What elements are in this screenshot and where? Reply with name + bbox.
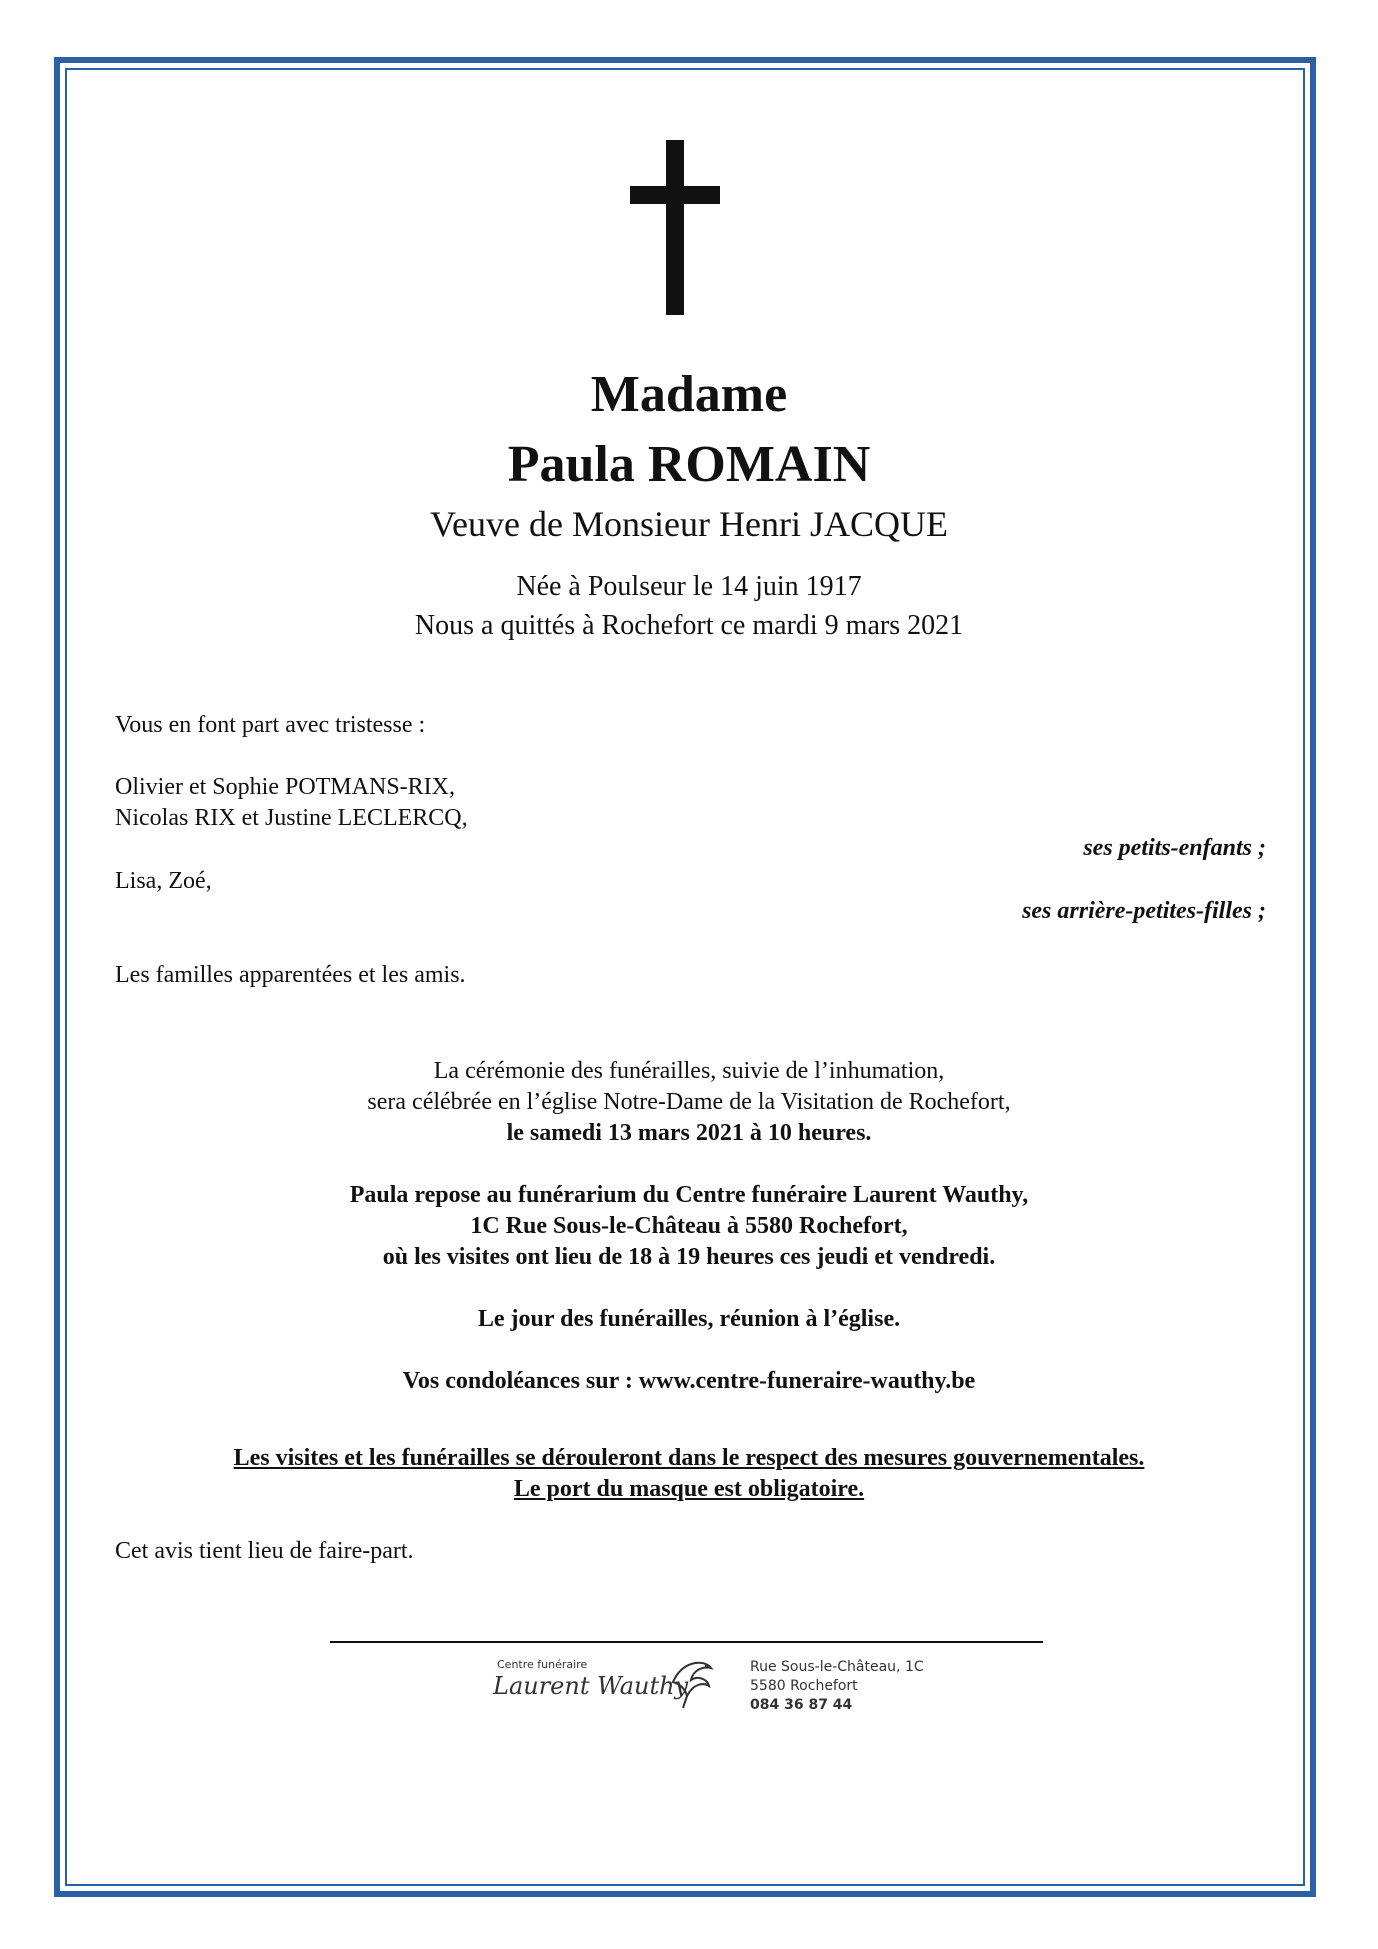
repose-line-2: 1C Rue Sous-le-Château à 5580 Rochefort, [470, 1213, 908, 1239]
great-grandchildren-role: ses arrière-petites-filles ; [1022, 898, 1266, 924]
ceremony-line-2: sera célébrée en l’église Notre-Dame de la Visitation de Rochefort, [367, 1089, 1011, 1115]
logo-small-text: Centre funéraire [497, 1658, 588, 1671]
honorific: Madame [590, 366, 788, 423]
footer-address [750, 1658, 924, 1715]
footer-divider [330, 1641, 1043, 1643]
address-line-2: 5580 Rochefort [750, 1678, 858, 1694]
death-line: Nous a quittés à Rochefort ce mardi 9 mars 2021 [414, 610, 964, 641]
closing-line: Cet avis tient lieu de faire-part. [115, 1538, 414, 1564]
family-intro: Vous en font part avec tristesse : [115, 712, 426, 738]
address-line-1: Rue Sous-le-Château, 1C [750, 1659, 924, 1675]
grandchildren-role: ses petits-enfants ; [1083, 835, 1266, 861]
repose-line-1: Paula repose au funérarium du Centre funéraire Laurent Wauthy, [349, 1182, 1029, 1208]
ceremony-line-1: La cérémonie des funérailles, suivie de l’inhumation, [433, 1058, 945, 1084]
condolences-line: Vos condoléances sur : www.centre-funeraire-wauthy.be [402, 1368, 976, 1394]
notice-line-2: Le port du masque est obligatoire. [513, 1476, 865, 1502]
ceremony-date: le samedi 13 mars 2021 à 10 heures. [506, 1120, 872, 1146]
grandchildren-line-1: Olivier et Sophie POTMANS-RIX, [115, 774, 455, 800]
great-grandchildren-line: Lisa, Zoé, [115, 868, 212, 894]
dove-logo-icon [663, 1652, 723, 1712]
repose-line-3: où les visites ont lieu de 18 à 19 heures ces jeudi et vendredi. [382, 1244, 996, 1270]
birth-line: Née à Poulseur le 14 juin 1917 [516, 571, 862, 602]
notice-line-1: Les visites et les funérailles se dérouleront dans le respect des mesures gouvernementales. [233, 1445, 1145, 1471]
others-line: Les familles apparentées et les amis. [115, 962, 466, 988]
grandchildren-line-2: Nicolas RIX et Justine LECLERCQ, [115, 805, 468, 831]
cross-icon [630, 140, 720, 315]
logo-script-text: Laurent Wauthy [493, 1672, 689, 1700]
deceased-name: Paula ROMAIN [507, 436, 871, 493]
spouse-line: Veuve de Monsieur Henri JACQUE [430, 504, 948, 544]
phone-line: 084 36 87 44 [750, 1697, 853, 1713]
meeting-line: Le jour des funérailles, réunion à l’église. [477, 1306, 901, 1332]
